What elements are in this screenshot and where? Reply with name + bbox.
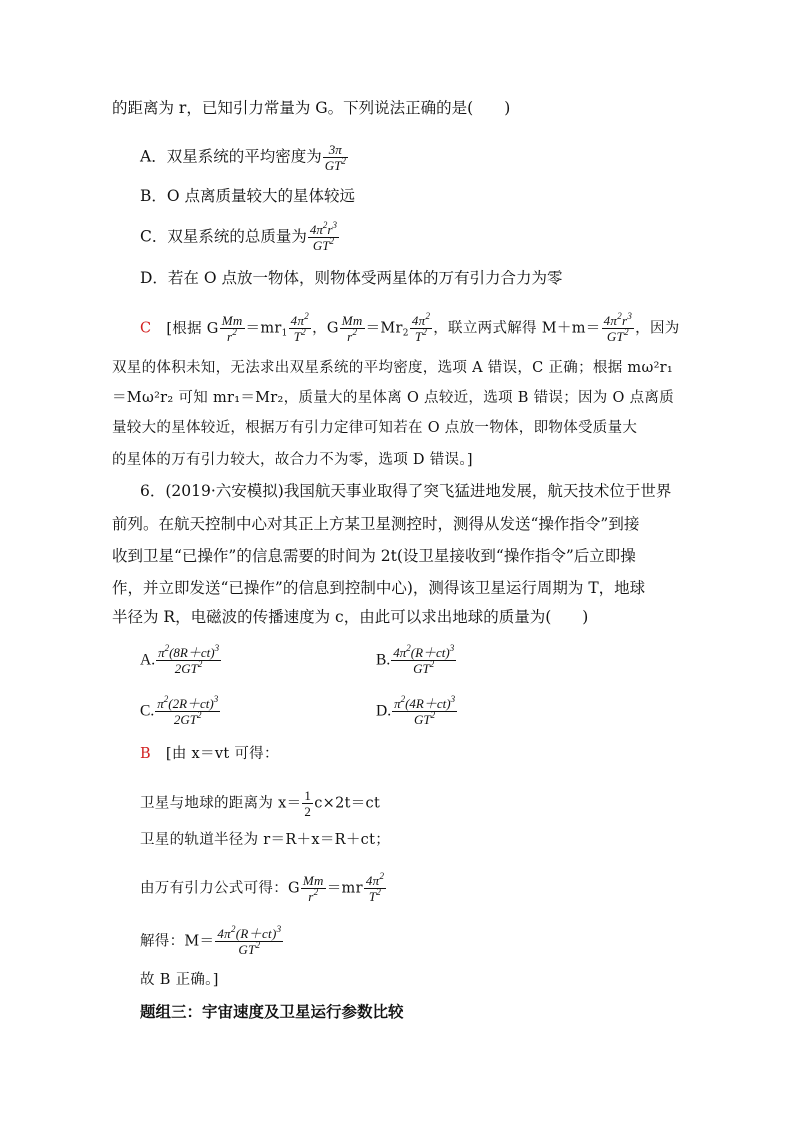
fraction: $\frac{3\pi}{GT^2}$	[324, 142, 346, 173]
q5-stem-tail: 的距离为 r，已知引力常量为 G。下列说法正确的是( )	[112, 99, 511, 117]
q5-option-c: C．双星系统的总质量为 $\frac{4\pi^2r^3}{GT^2}$	[140, 220, 337, 253]
q5-explain-line-4: 量较大的星体较近，根据万有引力定律可知若在 O 点放一物体，即物体受质量大	[112, 420, 638, 436]
q6-explain-line-1: B [由 x＝vt 可得：	[140, 746, 279, 762]
q6-explain-line-3: 卫星的轨道半径为 r＝R＋x＝R＋ct；	[140, 832, 390, 848]
q6-explain-line-5: 解得：M＝ $\frac{4\pi^2(R+ct)^3}{GT^2}$	[140, 924, 282, 957]
q6-option-a: A. $\frac{\pi^2(8R+ct)^3}{2GT^2}$	[140, 643, 220, 676]
q6-stem-line-2: 前列。在航天控制中心对其正上方某卫星测控时，测得从发送“操作指令”到接	[112, 515, 640, 533]
q6-explain-line-2: 卫星与地球的距离为 x＝ $\frac{1}{2}$ c×2t＝ct	[140, 788, 381, 819]
q6-stem-line-5: 半径为 R，电磁波的传播速度为 c，由此可以求出地球的质量为( )	[112, 608, 589, 626]
q5-explain-line-1: C [根据 G $\frac{Mm}{r^2}$ $=mr_1$ $\frac{4\pi^2}{T^2}$ ，G $\frac{Mm}{r^2}$ $=Mr_2$ $\frac{4\pi^2}{T^2}$ ，联立两式解得 M＋m＝ $\frac{4\pi^2r^3}{GT^2}$ ，因为	[140, 311, 680, 344]
q6-answer: B	[140, 746, 151, 762]
q5-answer: C	[140, 320, 152, 337]
q6-stem-line-3: 收到卫星“已操作”的信息需要的时间为 2t(设卫星接收到“操作指令”后立即操	[112, 547, 636, 565]
q5-explain-line-3: ＝Mω²r₂ 可知 mr₁＝Mr₂，质量大的星体离 O 点较近，选项 B 错误；因为 O 点离质	[112, 390, 675, 406]
q5-explain-line-5: 的星体的万有引力较大，故合力不为零，选项 D 错误。]	[112, 452, 473, 468]
q5-option-a: A．双星系统的平均密度为 $\frac{3\pi}{GT^2}$	[140, 142, 346, 173]
q5-explain-line-2: 双星的体积未知，无法求出双星系统的平均密度，选项 A 错误，C 正确；根据 mω²r₁	[112, 360, 674, 376]
section-heading: 题组三：宇宙速度及卫星运行参数比较	[140, 1002, 404, 1021]
q5-option-b: B．O 点离质量较大的星体较远	[140, 187, 356, 205]
q6-option-b: B. $\frac{4\pi^2(R+ct)^3}{GT^2}$	[376, 643, 455, 676]
q6-explain-line-6: 故 B 正确。]	[140, 972, 219, 988]
q6-stem-line-1: 6．(2019·六安模拟)我国航天事业取得了突飞猛进地发展，航天技术位于世界	[140, 482, 672, 500]
q6-stem-line-4: 作，并立即发送“已操作”的信息到控制中心)，测得该卫星运行周期为 T，地球	[112, 579, 646, 597]
q5-option-d: D．若在 O 点放一物体，则物体受两星体的万有引力合力为零	[140, 269, 563, 287]
fraction: $\frac{4\pi^2r^3}{GT^2}$	[309, 220, 337, 253]
q6-option-c: C. $\frac{\pi^2(2R+ct)^3}{2GT^2}$	[140, 694, 219, 727]
q6-option-d: D. $\frac{\pi^2(4R+ct)^3}{GT^2}$	[376, 694, 456, 727]
q6-explain-line-4: 由万有引力公式可得：G $\frac{Mm}{r^2}$ ＝mr $\frac{4\pi^2}{T^2}$	[140, 871, 385, 904]
